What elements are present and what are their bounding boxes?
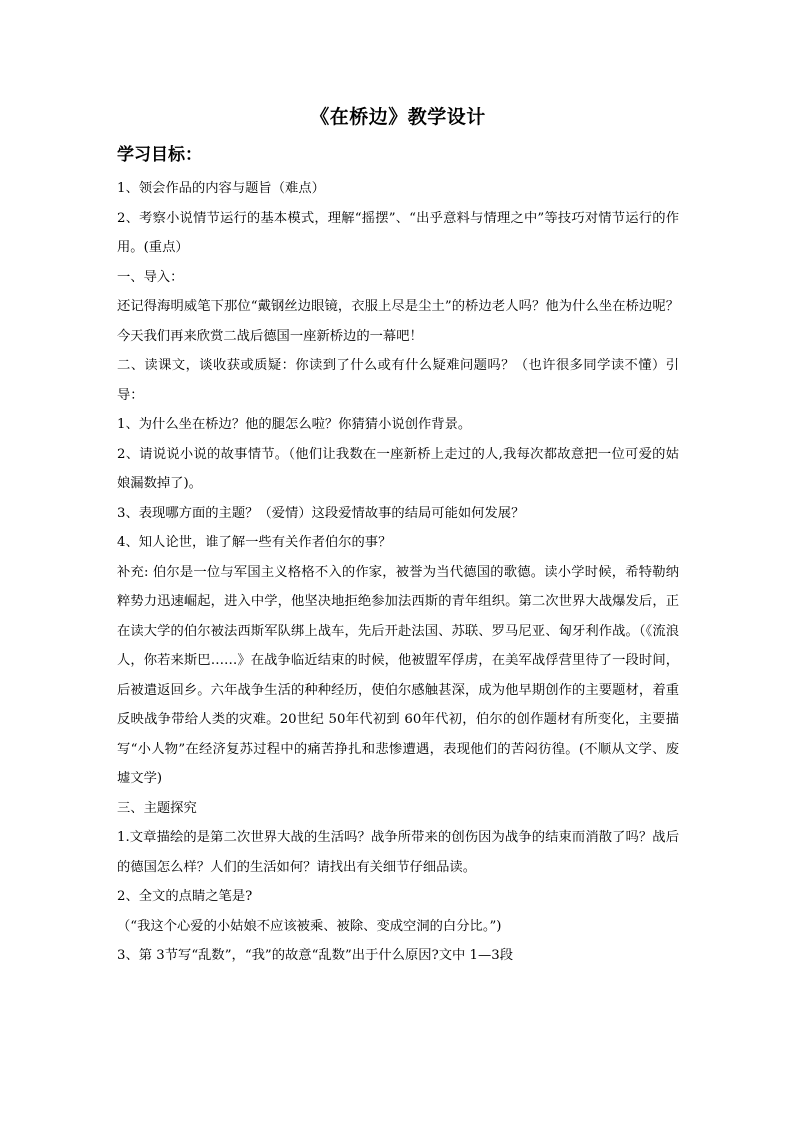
paragraph: 二、读课文，谈收获或质疑：你读到了什么或有什么疑难问题吗？（也许很多同学读不懂）引导： — [117, 358, 679, 403]
document-title: 《在桥边》教学设计 — [310, 106, 486, 128]
paragraph: 4、知人论世，谁了解一些有关作者伯尔的事？ — [117, 535, 392, 550]
section-heading-objectives: 学习目标： — [117, 145, 202, 165]
paragraph: 1、领会作品的内容与题旨（难点） — [117, 181, 325, 196]
paragraph: 一、导入： — [117, 269, 184, 285]
paragraph: 2、请说说小说的故事情节。（他们让我数在一座新桥上走过的人,我每次都故意把一位可爱的姑娘漏数掉了)。 — [117, 446, 679, 491]
paragraph: 补充: 伯尔是一位与军国主义格格不入的作家，被誉为当代德国的歌德。读小学时候，希特勒纳粹势力迅速崛起，进入中学，他坚决地拒绝参加法西斯的青年组织。第二次世界大战爆发后，正在读大学的伯尔被法西斯军队绑上战车，先后开赴法国、苏联、罗马尼亚、匈牙利作战。（《流浪人，你若来斯巴……》在战争临近结束的时候，他被盟军俘虏，在美军战俘营里待了一段时间，后被遣返回乡。六年战争生活的种种经历，使伯尔感触甚深，成为他早期创作的主要题材，着重反映战争带给人类的灾难。20世纪 50年代初到 60年代初，伯尔的创作题材有所变化，主要描写“小人物”在经济复苏过程中的痛苦挣扎和悲惨遭遇，表现他们的苦闷彷徨。(不顺从文学、废墟文学) — [117, 564, 679, 786]
paragraph: 3、表现哪方面的主题？（爱情）这段爱情故事的结局可能如何发展？ — [117, 505, 525, 521]
paragraph: 2、全文的点睛之笔是? — [117, 889, 253, 904]
paragraph: 2、考察小说情节运行的基本模式，理解“摇摆”、“出乎意料与情理之中”等技巧对情节运行的作用。(重点） — [117, 210, 679, 255]
paragraph: 三、主题探究 — [117, 800, 197, 816]
paragraph: 还记得海明威笔下那位“戴钢丝边眼镜，衣服上尽是尘土”的桥边老人吗？他为什么坐在桥边呢？今天我们再来欣赏二战后德国一座新桥边的一幕吧！ — [117, 299, 679, 344]
paragraph: 3、第 3节写“乱数”，“我”的故意“乱数”出于什么原因?文中 1—3段 — [117, 948, 514, 963]
paragraph: （“我这个心爱的小姑娘不应该被乘、被除、变成空洞的白分比。”) — [117, 918, 502, 934]
paragraph: 1.文章描绘的是第二次世界大战的生活吗？战争所带来的创伤因为战争的结束而消散了吗？战后的德国怎么样？人们的生活如何？请找出有关细节仔细品读。 — [117, 830, 679, 875]
paragraph: 1、为什么坐在桥边？他的腿怎么啦？你猜猜小说创作背景。 — [117, 417, 472, 432]
document-page — [117, 98, 679, 971]
